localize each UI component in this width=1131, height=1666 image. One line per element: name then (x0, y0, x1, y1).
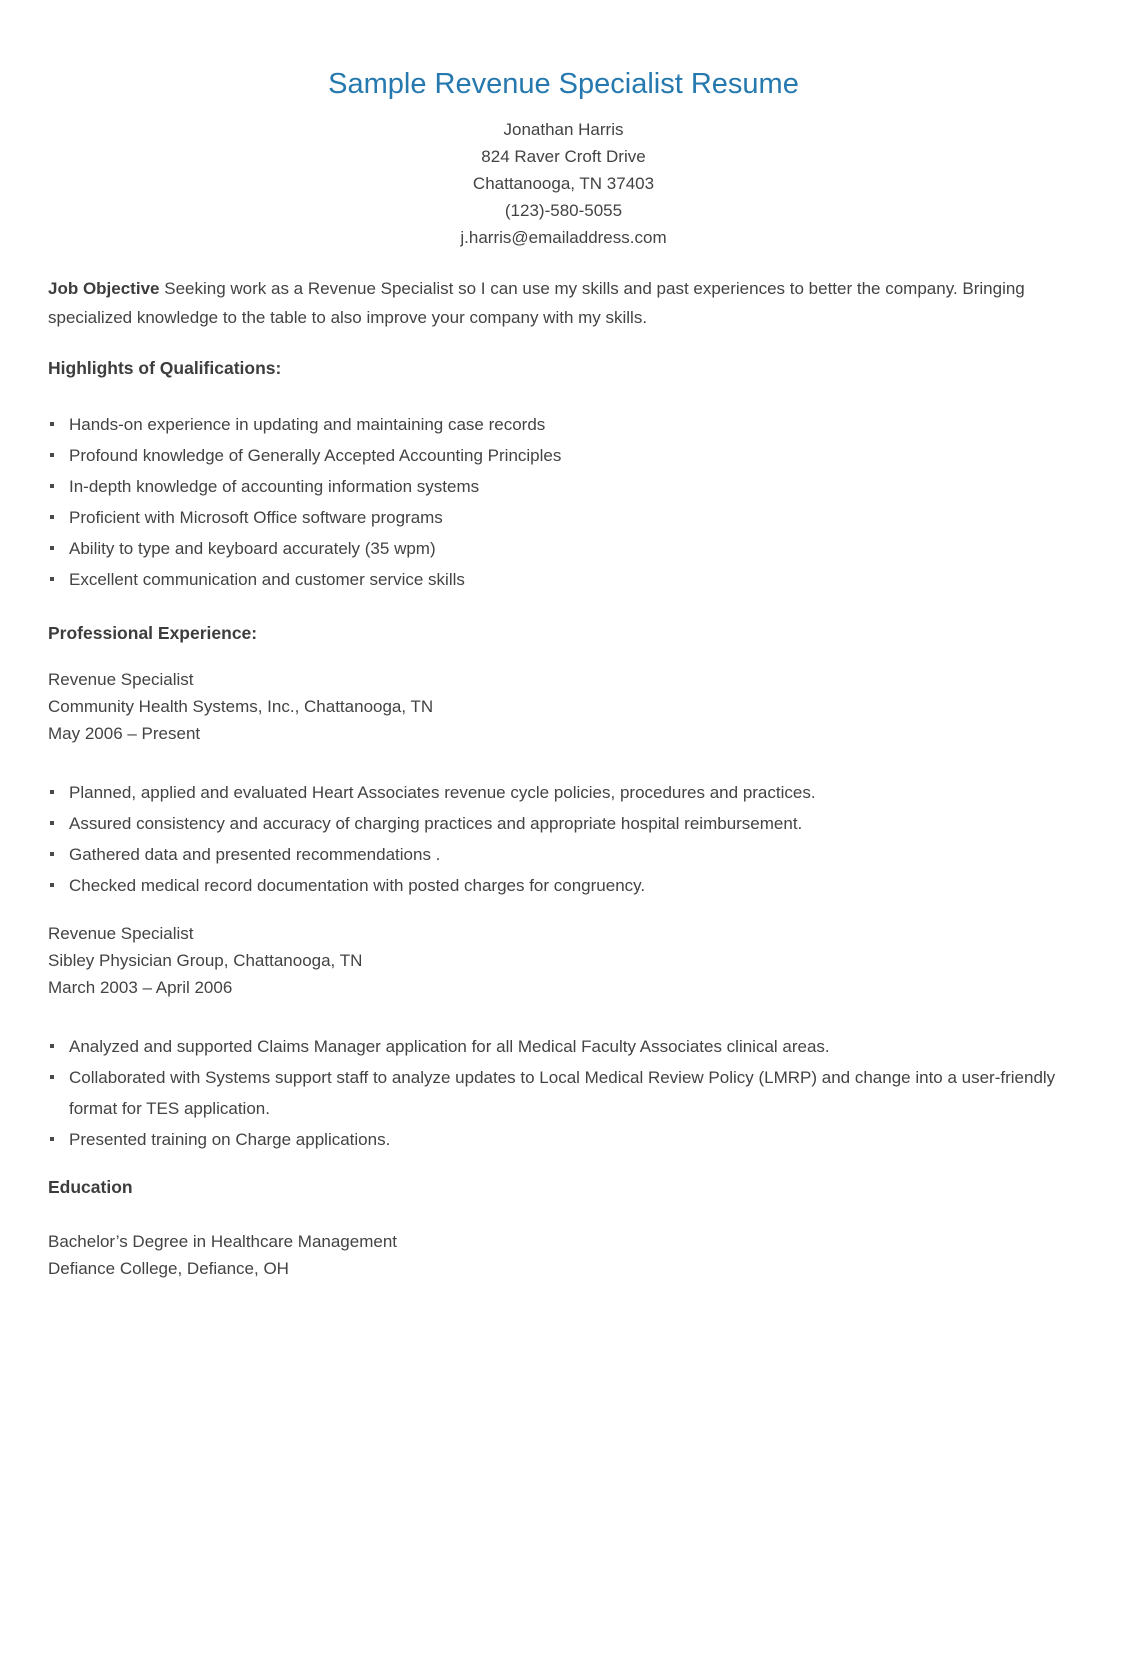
contact-email: j.harris@emailaddress.com (460, 228, 667, 247)
job-bullet: Checked medical record documentation with posted charges for congruency. (48, 870, 1079, 901)
job-bullet: Analyzed and supported Claims Manager application for all Medical Faculty Associates clinical areas. (48, 1031, 1079, 1062)
qualification-item: Excellent communication and customer service skills (48, 564, 1079, 595)
job-bullet-list (48, 777, 1079, 901)
education-block (48, 1228, 1079, 1282)
qualification-item: Proficient with Microsoft Office software programs (48, 502, 1079, 533)
objective-label: Job Objective (48, 279, 160, 298)
contact-address-line1: 824 Raver Croft Drive (481, 147, 646, 166)
contact-name: Jonathan Harris (503, 120, 624, 139)
qualification-item: Hands-on experience in updating and maintaining case records (48, 409, 1079, 440)
experience-heading: Professional Experience: (48, 623, 258, 643)
job-bullet: Presented training on Charge applications. (48, 1124, 1079, 1155)
objective-text: Seeking work as a Revenue Specialist so I can use my skills and past experiences to better the company. Bringing specialized knowledge to the table to also improve your company with my skills. (48, 279, 1025, 327)
education-degree: Bachelor’s Degree in Healthcare Management (48, 1232, 398, 1251)
job-bullet: Planned, applied and evaluated Heart Associates revenue cycle policies, procedures and practices. (48, 777, 1079, 808)
contact-phone: (123)-580-5055 (504, 201, 623, 220)
resume-page (0, 66, 1131, 1666)
job-entry (48, 666, 1079, 747)
objective-paragraph (48, 274, 1079, 332)
page-title: Sample Revenue Specialist Resume (328, 68, 799, 100)
job-company: Sibley Physician Group, Chattanooga, TN (48, 951, 363, 970)
job-dates: May 2006 – Present (48, 724, 201, 743)
job-bullet: Collaborated with Systems support staff to analyze updates to Local Medical Review Policy (LMRP) and change into a user-friendly format for TES application. (48, 1062, 1079, 1124)
job-title: Revenue Specialist (48, 924, 194, 943)
qualifications-list (48, 409, 1079, 595)
job-title: Revenue Specialist (48, 670, 194, 689)
education-school: Defiance College, Defiance, OH (48, 1259, 289, 1278)
job-bullet: Gathered data and presented recommendations . (48, 839, 1079, 870)
contact-block (48, 116, 1079, 251)
contact-address-line2: Chattanooga, TN 37403 (472, 174, 655, 193)
qualifications-heading: Highlights of Qualifications: (48, 358, 282, 378)
qualification-item: Ability to type and keyboard accurately (35 wpm) (48, 533, 1079, 564)
job-bullet-list (48, 1031, 1079, 1155)
qualification-item: In-depth knowledge of accounting information systems (48, 471, 1079, 502)
job-dates: March 2003 – April 2006 (48, 978, 233, 997)
qualification-item: Profound knowledge of Generally Accepted Accounting Principles (48, 440, 1079, 471)
job-company: Community Health Systems, Inc., Chattanooga, TN (48, 697, 434, 716)
education-heading: Education (48, 1177, 133, 1197)
job-bullet: Assured consistency and accuracy of charging practices and appropriate hospital reimbursement. (48, 808, 1079, 839)
job-entry (48, 920, 1079, 1001)
